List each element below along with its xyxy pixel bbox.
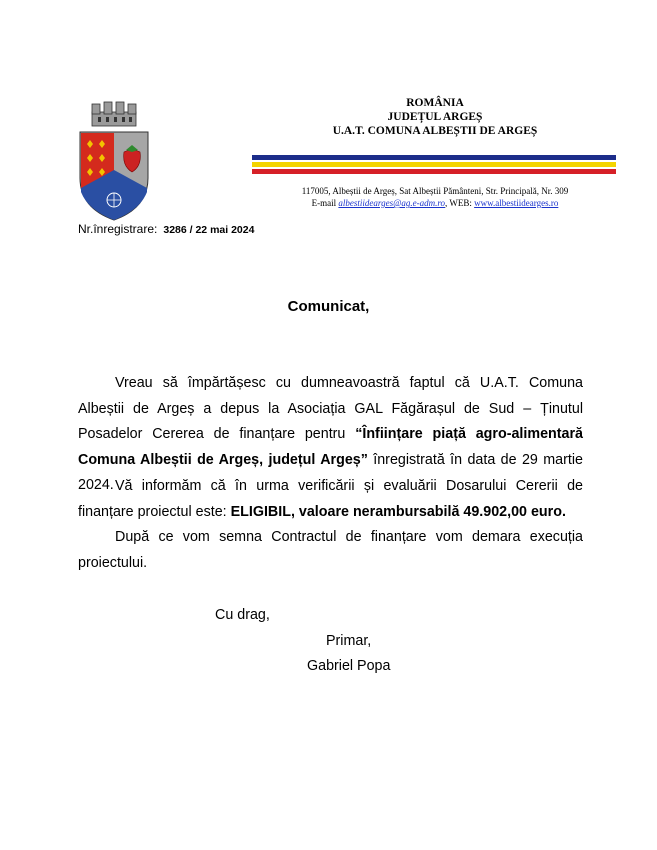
country-title: ROMÂNIA [406,97,464,109]
contact-line [250,198,620,208]
institution-title: U.A.T. COMUNA ALBEȘTII DE ARGEȘ [332,125,538,137]
registration-number [78,222,254,236]
signatory-role: Primar, [326,633,372,649]
signatory-name: Gabriel Popa [307,658,391,674]
registration-value: 3286 / 22 mai 2024 [163,224,255,236]
web-label: , WEB: [445,198,472,208]
eligibility-status: ELIGIBIL, valoare nerambursabilă 49.902,00 euro. [230,503,566,520]
postal-address: 117005, Albeștii de Argeș, Sat Albeștii Pământeni, Str. Principală, Nr. 309 [301,186,569,196]
email-link[interactable]: albestiidearges@ag.e-adm.ro [338,198,446,208]
closing-phrase: Cu drag, [215,607,270,623]
flag-stripe-blue [252,155,616,160]
coat-of-arms-icon [74,100,154,222]
website-link[interactable]: www.albestiidearges.ro [474,198,559,208]
registration-label: Nr.înregistrare: [78,222,158,236]
paragraph-3: După ce vom semna Contractul de finanțare vom demara execuția proiectului. [78,529,583,571]
email-label: E-mail [311,198,337,208]
paragraph-2: Vă informăm că în urma verificării și evaluării Dosarului Cererii de finanțare proiectul este: ELIGIBIL, valoare nerambursabilă 49.902,00 euro. [78,478,583,520]
document-title: Comunicat, [287,298,370,315]
flag-stripe-red [252,169,616,174]
paragraph-1: Vreau să împărtășesc cu dumneavoastră faptul că U.A.T. Comuna Albeștii de Argeș a depus la Asociația GAL Făgărașul de Sud – Ținutul Posadelor Cererea de finanțare pentru “Înființare piață agro-alimentară Comuna Albeștii de Argeș, județul Argeș” înregistrată în data de 29 martie 2024. [78,375,583,493]
county-title: JUDEȚUL ARGEȘ [387,111,483,123]
project-name: “Înființare piață agro-alimentară Comuna Albeștii de Argeș, județul Argeș” [78,426,583,468]
flag-stripe-yellow [252,162,616,167]
